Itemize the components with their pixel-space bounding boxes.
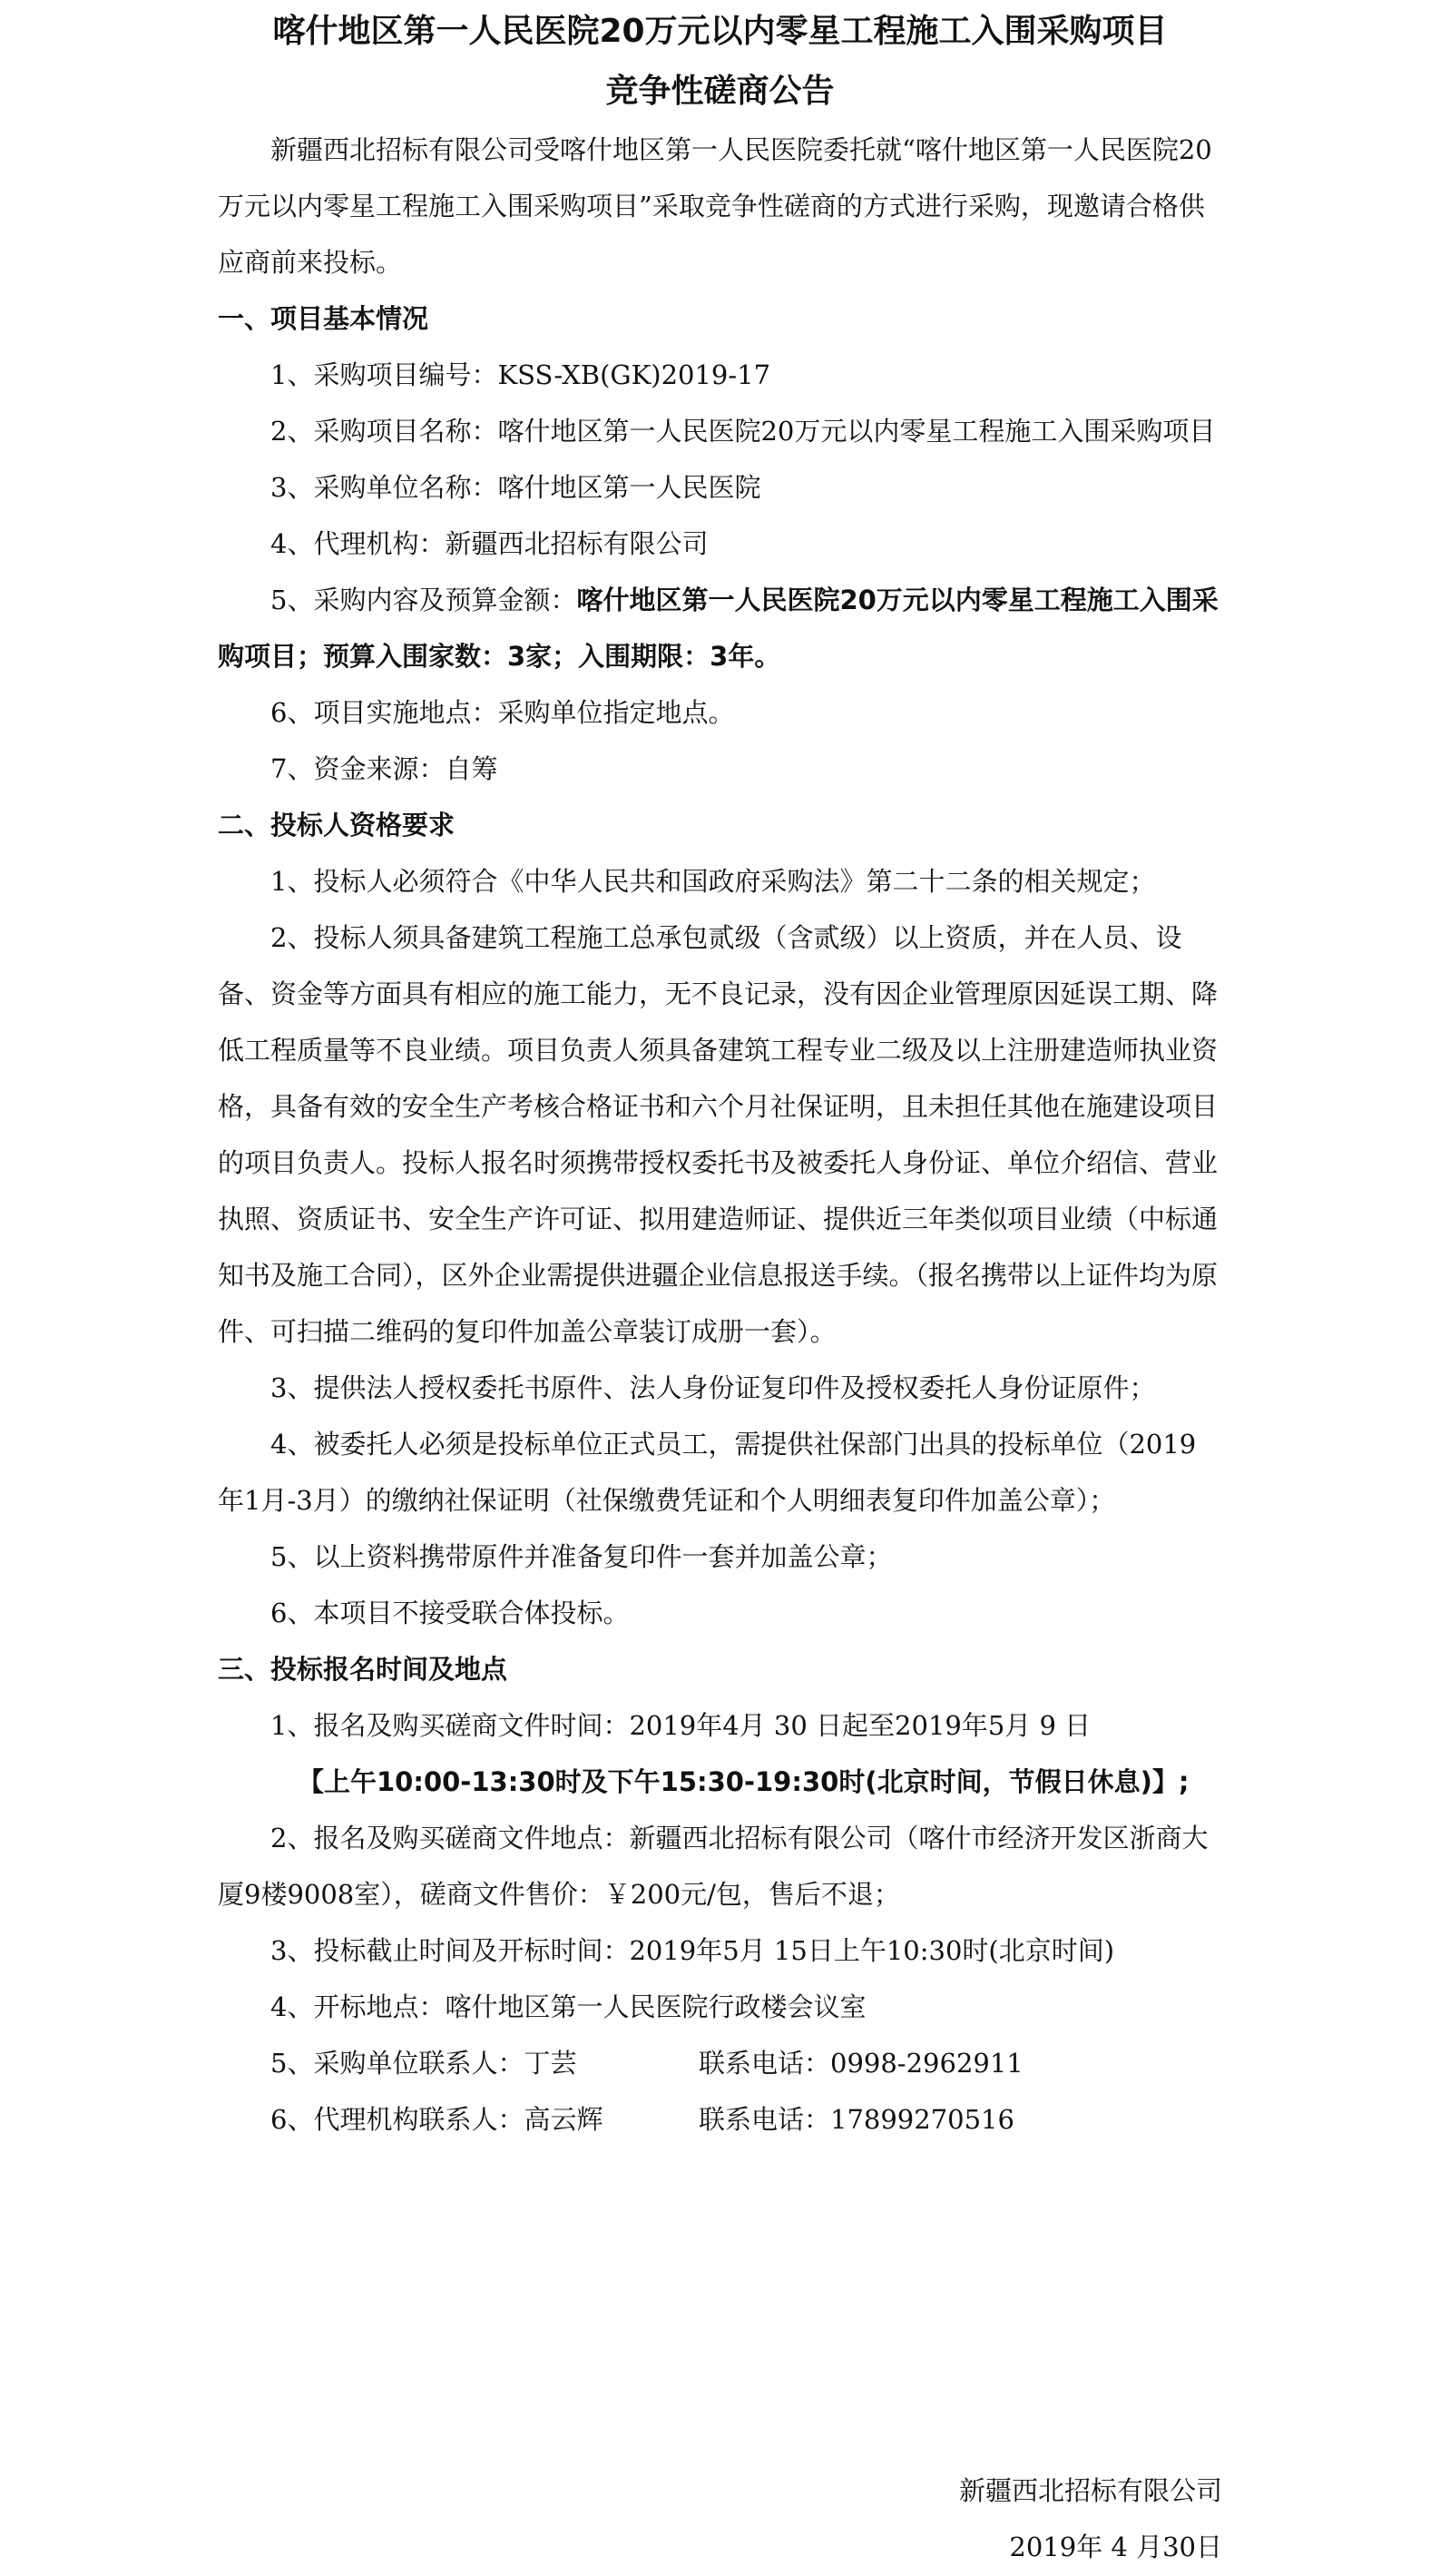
section-registration: [218, 1641, 1222, 2148]
agency-name: 4、代理机构：新疆西北招标有限公司: [270, 528, 709, 559]
section-heading: 二、投标人资格要求: [218, 810, 456, 841]
qualification-item: 4、被委托人必须是投标单位正式员工，需提供社保部门出具的投标单位（2019年1月-3月）的缴纳社保证明（社保缴费凭证和个人明细表复印件加盖公章）；: [218, 1429, 1197, 1516]
registration-time: 1、报名及购买磋商文件时间：2019年4月 30 日起至2019年5月 9 日: [270, 1710, 1092, 1741]
agency-contact-person: 6、代理机构联系人：高云辉: [270, 2104, 603, 2135]
agency-contact-phone: 联系电话：17899270516: [699, 2104, 1014, 2135]
purchaser-contact-phone: 联系电话：0998-2962911: [699, 2048, 1024, 2079]
content-budget-value: 喀什地区第一人民医院20万元以内零星工程施工入围采购项目；预算入围家数：3家；入围期限：3年。: [218, 585, 1219, 672]
purchaser-contact: [218, 2035, 1222, 2091]
section-qualifications: [218, 797, 1222, 1641]
project-number: 1、采购项目编号：KSS-XB(GK)2019-17: [270, 359, 771, 390]
qualification-item: 5、以上资料携带原件并准备复印件一套并加盖公章；: [270, 1541, 893, 1572]
deadline-opening-time: 3、投标截止时间及开标时间：2019年5月 15日上午10:30时(北京时间): [270, 1935, 1115, 1966]
purchaser-contact-person: 5、采购单位联系人：丁芸: [270, 2048, 577, 2079]
project-name: 2、采购项目名称：喀什地区第一人民医院20万元以内零星工程施工入围采购项目: [270, 416, 1216, 447]
section-heading: 一、项目基本情况: [218, 303, 429, 334]
content-budget: [218, 572, 1222, 684]
qualification-item: 6、本项目不接受联合体投标。: [270, 1598, 630, 1628]
funding-source: 7、资金来源：自筹: [270, 753, 498, 784]
qualification-item: 2、投标人须具备建筑工程施工总承包贰级（含贰级）以上资质，并在人员、设备、资金等方面具有相应的施工能力，无不良记录，没有因企业管理原因延误工期、降低工程质量等不良业绩。项目负责人须具备建筑工程专业二级及以上注册建造师执业资格，具备有效的安全生产考核合格证书和六个月社保证明，且未担任其他在施建设项目的项目负责人。投标人报名时须携带授权委托书及被委托人身份证、单位介绍信、营业执照、资质证书、安全生产许可证、拟用建造师证、提供近三年类似项目业绩（中标通知书及施工合同），区外企业需提供进疆企业信息报送手续。（报名携带以上证件均为原件、可扫描二维码的复印件加盖公章装订成册一套）。: [218, 922, 1219, 1347]
registration-hours-text: 【上午10:00-13:30时及下午15:30-19:30时(北京时间，节假日休息)】;: [298, 1766, 1190, 1797]
agency-contact: [218, 2091, 1222, 2148]
signature-date: 2019年 4 月30日: [1009, 2532, 1222, 2562]
title-line-1: 喀什地区第一人民医院20万元以内零星工程施工入围采购项目: [272, 13, 1168, 50]
implementation-site: 6、项目实施地点：采购单位指定地点。: [270, 697, 735, 728]
content-budget-label: 5、采购内容及预算金额：: [270, 585, 577, 615]
registration-location: 2、报名及购买磋商文件地点：新疆西北招标有限公司（喀什市经济开发区浙商大厦9楼9008室），磋商文件售价：￥200元/包，售后不退；: [218, 1823, 1209, 1910]
document-title: [218, 0, 1222, 122]
registration-hours: [218, 1754, 1222, 1810]
title-line-2: 竞争性磋商公告: [605, 73, 835, 110]
qualification-item: 1、投标人必须符合《中华人民共和国政府采购法》第二十二条的相关规定；: [270, 866, 1156, 897]
intro-paragraph: 新疆西北招标有限公司受喀什地区第一人民医院委托就“喀什地区第一人民医院20万元以内零星工程施工入围采购项目”采取竞争性磋商的方式进行采购，现邀请合格供应商前来投标。: [218, 134, 1212, 278]
section-heading: 三、投标报名时间及地点: [218, 1654, 508, 1685]
signature-company: 新疆西北招标有限公司: [958, 2475, 1222, 2506]
opening-location: 4、开标地点：喀什地区第一人民医院行政楼会议室: [270, 1991, 867, 2022]
purchaser-name: 3、采购单位名称：喀什地区第一人民医院: [270, 472, 761, 503]
qualification-item: 3、提供法人授权委托书原件、法人身份证复印件及授权委托人身份证原件；: [270, 1372, 1156, 1403]
section-project-info: [218, 290, 1222, 797]
